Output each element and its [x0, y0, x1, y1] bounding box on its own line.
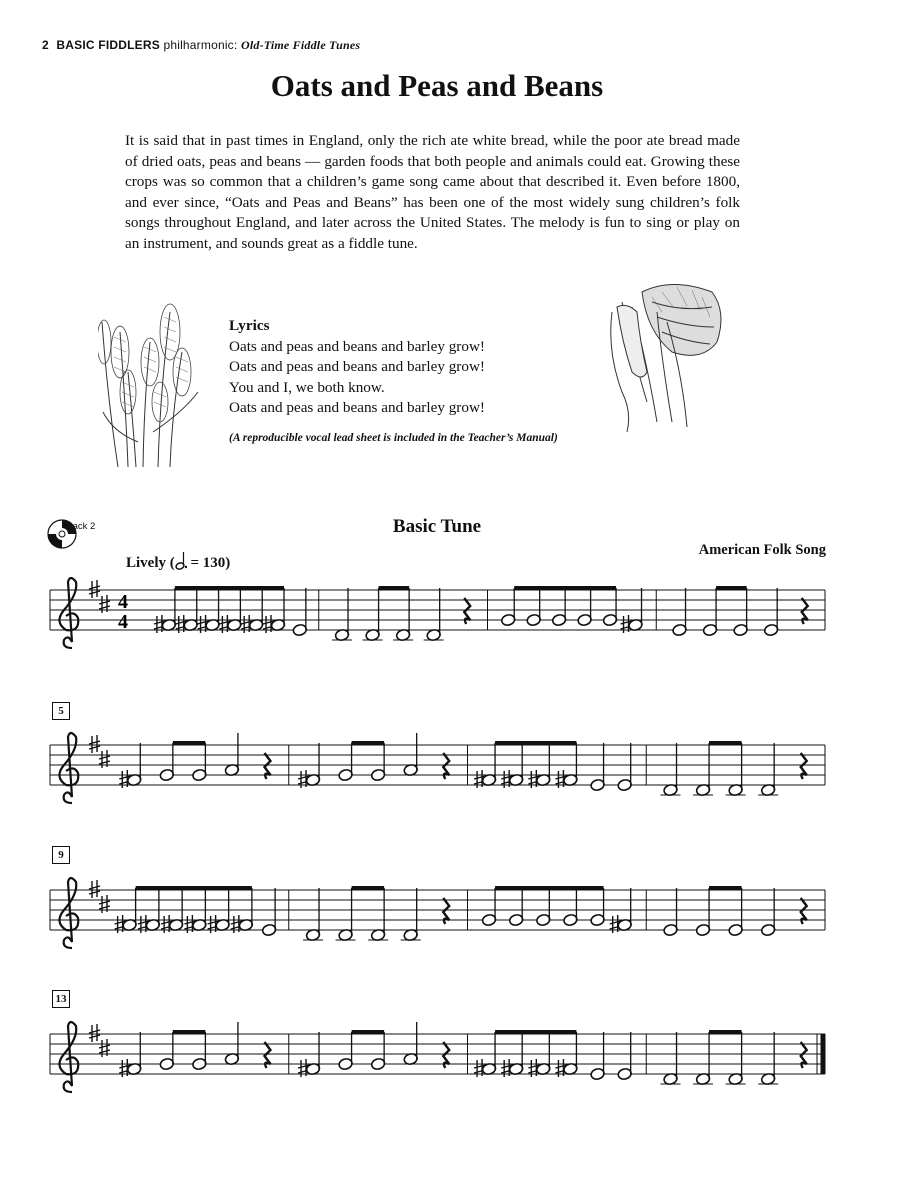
note-head: [728, 923, 743, 936]
treble-clef-icon: [59, 733, 78, 803]
sharp-icon: [89, 880, 100, 898]
staff-system-3: [40, 870, 840, 970]
note-head: [509, 913, 524, 926]
brand-name: philharmonic:: [163, 38, 238, 52]
lead-sheet-note: (A reproducible vocal lead sheet is included in the Teacher’s Manual): [229, 432, 558, 444]
lyrics-block: [229, 316, 485, 419]
note-head: [159, 1057, 174, 1070]
note-head: [602, 613, 617, 626]
series-name: BASIC FIDDLERS: [56, 38, 160, 52]
treble-clef-icon: [59, 878, 78, 948]
tempo-marking: [126, 552, 230, 572]
note-head: [262, 923, 277, 936]
note-head: [577, 613, 592, 626]
lyrics-heading: Lyrics: [229, 317, 270, 334]
treble-clef-icon: [59, 578, 78, 648]
tempo-value: = 130): [186, 555, 231, 571]
sharp-icon: [89, 580, 100, 598]
time-signature-bottom: 4: [118, 611, 128, 633]
time-signature-top: 4: [118, 591, 128, 613]
beans-illustration: [602, 272, 732, 432]
note-head: [501, 613, 516, 626]
measure-number: 5: [52, 702, 70, 720]
note-head: [552, 613, 567, 626]
staff-system-4: [40, 1014, 840, 1114]
note-head: [563, 913, 578, 926]
note-head: [159, 768, 174, 781]
note-head: [192, 1057, 207, 1070]
sharp-icon: [89, 1024, 100, 1042]
note-head: [663, 923, 678, 936]
intro-paragraph: It is said that in past times in England, only the rich ate white bread, while the poor ate bread made of dried oats, peas and beans — garden foods that both people and animals could eat. Growing these crops was so common that a children’s game song came about that described it. Even before 1800, and ever since, “Oats and Peas and Beans” has been one of the most widely sung children’s folk songs throughout England, and later across the United States. The melody is fun to sing or play on an instrument, and sounds great as a fiddle tune.: [125, 132, 740, 252]
measure-number: 9: [52, 846, 70, 864]
tempo-text: Lively (: [126, 555, 175, 571]
note-head: [192, 768, 207, 781]
note-head: [292, 623, 307, 636]
note-head: [672, 623, 687, 636]
wheat-illustration: [98, 292, 208, 472]
treble-clef-icon: [59, 1022, 78, 1092]
lyrics-line: Oats and peas and beans and barley grow!: [229, 399, 485, 416]
running-header: [42, 38, 360, 53]
note-head: [696, 923, 711, 936]
note-head: [481, 913, 496, 926]
note-head: [338, 1057, 353, 1070]
track-label: Track 2: [64, 521, 96, 532]
measure-number: 13: [52, 990, 70, 1008]
note-head: [733, 623, 748, 636]
composer: American Folk Song: [698, 542, 826, 558]
note-head: [526, 613, 541, 626]
note-head: [371, 768, 386, 781]
staff-system-1: [40, 570, 840, 670]
note-head: [590, 778, 605, 791]
note-head: [761, 923, 776, 936]
note-head: [590, 913, 605, 926]
note-head: [590, 1067, 605, 1080]
note-head: [617, 1067, 632, 1080]
note-head: [536, 913, 551, 926]
staff-system-2: [40, 725, 840, 825]
page-title: Oats and Peas and Beans: [270, 68, 604, 103]
note-head: [703, 623, 718, 636]
lyrics-line: Oats and peas and beans and barley grow!: [229, 337, 485, 355]
dotted-half-note-icon: [175, 552, 187, 570]
sharp-icon: [89, 735, 100, 753]
book-title: Old-Time Fiddle Tunes: [240, 38, 361, 52]
lyrics-line: You and I, we both know.: [229, 378, 385, 396]
note-head: [617, 778, 632, 791]
lyrics-line: Oats and peas and beans and barley grow!: [229, 358, 485, 375]
note-head: [764, 623, 779, 636]
note-head: [371, 1057, 386, 1070]
page-number: 2: [42, 38, 49, 52]
tune-title: Basic Tune: [392, 516, 482, 537]
note-head: [338, 768, 353, 781]
